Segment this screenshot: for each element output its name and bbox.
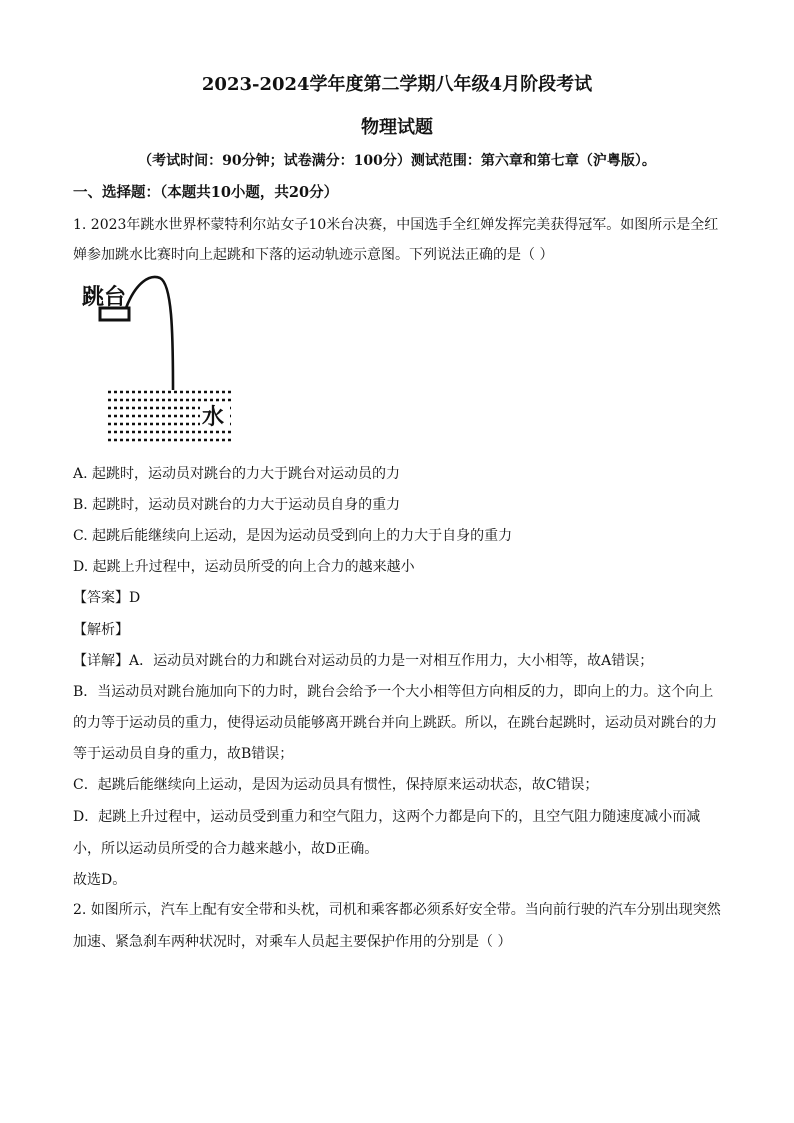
q1-detail-line: B．当运动员对跳台施加向下的力时，跳台会给予一个大小相等但方向相反的力，即向上的力。这个向上 <box>73 684 714 700</box>
platform-board <box>100 308 129 320</box>
q1-stem-line1: 1. 2023年跳水世界杯蒙特利尔站女子10米台决赛，中国选手全红婵发挥完美获得冠军。如图所示是全红 <box>73 217 719 233</box>
q1-option-a: A. 起跳时，运动员对跳台的力大于跳台对运动员的力 <box>73 466 401 482</box>
q1-detail-line: C．起跳后能继续向上运动，是因为运动员具有惯性，保持原来运动状态，故C错误； <box>73 777 599 793</box>
section-heading: 一、选择题：（本题共10小题，共20分） <box>73 184 339 201</box>
q2-stem-line2: 加速、紧急刹车两种状况时，对乘车人员起主要保护作用的分别是（ ） <box>73 934 512 950</box>
exam-subject: 物理试题 <box>361 117 433 138</box>
q1-option-c: C. 起跳后能继续向上运动，是因为运动员受到向上的力大于自身的重力 <box>73 528 513 544</box>
trajectory-curve <box>126 277 173 390</box>
q1-answer <box>73 587 140 607</box>
q1-analysis-label: 【解析】 <box>73 622 129 638</box>
answer-value: D <box>129 590 141 606</box>
q1-stem-line2: 婵参加跳水比赛时向上起跳和下落的运动轨迹示意图。下列说法正确的是（ ） <box>73 247 554 263</box>
q1-option-d: D. 起跳上升过程中，运动员所受的向上合力的越来越小 <box>73 559 415 575</box>
q1-detail-line: 【详解】A．运动员对跳台的力和跳台对运动员的力是一对相互作用力，大小相等，故A错误； <box>73 653 654 669</box>
exam-info: （考试时间：90分钟；试卷满分：100分）测试范围：第六章和第七章（沪粤版）。 <box>138 153 656 169</box>
q1-detail-line: 小，所以运动员所受的合力越来越小，故D正确。 <box>73 841 379 857</box>
water-label: 水 <box>202 404 225 429</box>
answer-label: 【答案】 <box>73 590 129 606</box>
q1-detail-line: 等于运动员自身的重力，故B错误； <box>73 746 294 762</box>
q2-stem-line1: 2. 如图所示，汽车上配有安全带和头枕，司机和乘客都必须系好安全带。当向前行驶的汽车分别出现突然 <box>73 902 721 918</box>
exam-title: 2023-2024学年度第二学期八年级4月阶段考试 <box>201 74 593 95</box>
q1-detail-line: D．起跳上升过程中，运动员受到重力和空气阻力，这两个力都是向下的，且空气阻力随速度减小而减 <box>73 809 701 825</box>
q1-detail-line: 的力等于运动员的重力，使得运动员能够离开跳台并向上跳跃。所以，在跳台起跳时，运动员对跳台的力 <box>73 715 717 731</box>
q1-option-b: B. 起跳时，运动员对跳台的力大于运动员自身的重力 <box>73 497 401 513</box>
diving-trajectory-figure <box>78 272 248 447</box>
platform-label: 跳台 <box>82 284 127 309</box>
q1-conclusion: 故选D。 <box>73 872 127 888</box>
